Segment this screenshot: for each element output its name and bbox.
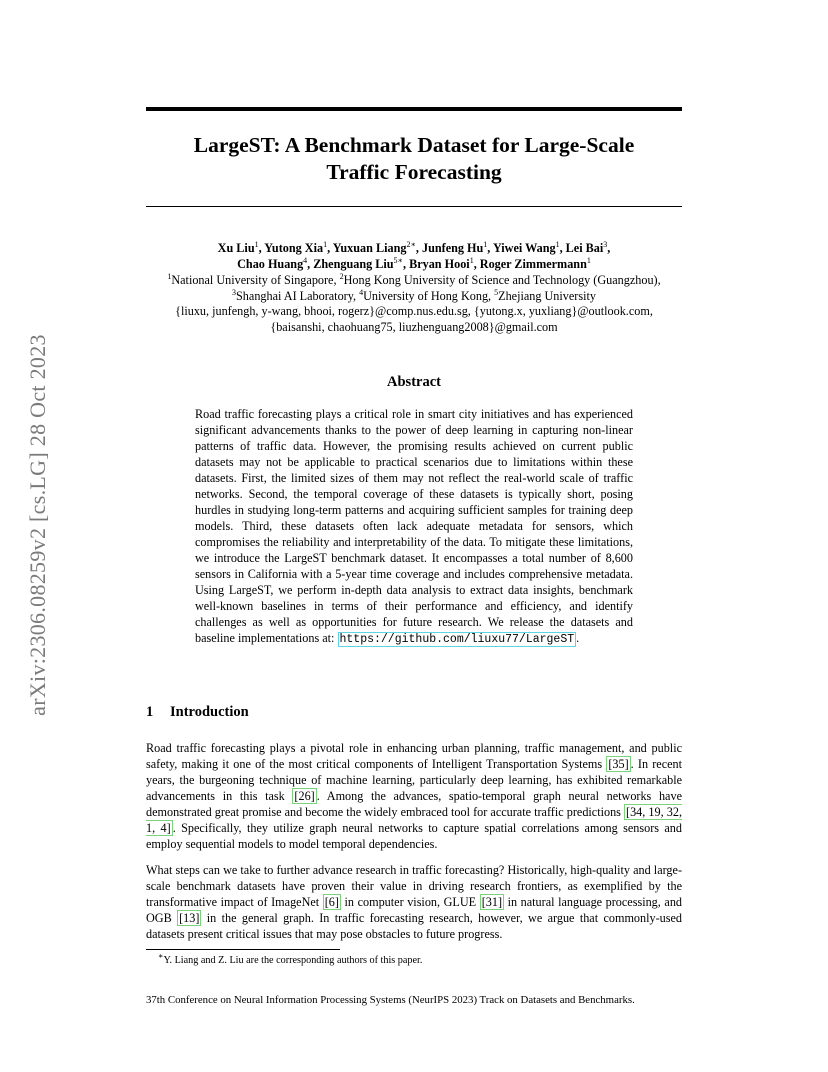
affiliation-hku: University of Hong Kong,: [363, 288, 495, 303]
author-list: [146, 240, 682, 272]
section-title: Introduction: [170, 704, 249, 720]
citation-link[interactable]: [13]: [179, 911, 200, 925]
affiliation-mark: 3: [232, 287, 237, 297]
abstract-body: [195, 406, 633, 648]
title-line-1: LargeST: A Benchmark Dataset for Large-Scale: [193, 133, 635, 157]
title-rule-bottom: [146, 206, 682, 207]
paragraph-text: in the general graph. In traffic forecasting research, however, we argue that commonly-used datasets present critical issues that may pose obstacles to future progress.: [146, 911, 682, 941]
title-line-2: Traffic Forecasting: [326, 160, 502, 184]
affiliations: [120, 273, 708, 335]
email-line-2: {baisanshi, chaohuang75, liuzhenguang2008}@gmail.com: [270, 319, 558, 334]
affiliation-zju: Zhejiang University: [498, 288, 596, 303]
intro-paragraph-2: [146, 862, 682, 942]
citation-link[interactable]: [6]: [324, 895, 339, 909]
affiliation-line-1: [120, 273, 708, 289]
author-name: Bryan Hooi: [409, 257, 470, 271]
author-affiliation-mark: 2∗: [406, 239, 416, 249]
paragraph-text: . In recent years, the burgeoning technique of machine learning, particularly deep learning, has exhibited remarkable advancements in this task: [146, 757, 683, 803]
paragraph-text: . Specifically, they utilize graph neural networks to capture spatial correlations among sensors and employ sequential models to model temporal dependencies.: [146, 821, 682, 851]
section-heading-introduction: [146, 704, 249, 721]
author-line-2: Chao Huang$^4$, Zhenguang Liu$^{5∗}$, Bryan Hooi$^1$, Roger Zimmermann$^1$: [237, 255, 591, 271]
paper-title: [146, 132, 682, 186]
arxiv-identifier: arXiv:2306.08259v2 [cs.LG] 28 Oct 2023: [25, 334, 50, 716]
author-affiliation-mark: 1: [469, 255, 474, 265]
author-name: Yiwei Wang: [492, 241, 556, 255]
github-link[interactable]: https://github.com/liuxu77/LargeST: [339, 633, 575, 646]
arxiv-side-stamp: [18, 290, 58, 760]
author-affiliation-mark: 4: [303, 255, 308, 265]
author-name: Yuxuan Liang: [332, 241, 407, 255]
conference-note: 37th Conference on Neural Information Processing Systems (NeurIPS 2023) Track on Datasets and Benchmarks.: [146, 994, 635, 1006]
author-name: Chao Huang: [237, 257, 304, 271]
affiliation-mark: 4: [359, 287, 364, 297]
author-name: Zhenguang Liu: [313, 257, 394, 271]
email-line-1: {liuxu, junfengh, y-wang, bhooi, rogerz}@comp.nus.edu.sg, {yutong.x, yuxliang}@outlook.com,: [175, 304, 653, 318]
affiliation-mark: 1: [167, 271, 172, 281]
citation-link[interactable]: [34, 19, 32, 1, 4]: [146, 805, 683, 835]
paragraph-text: in natural language processing, and OGB: [146, 895, 683, 925]
intro-paragraph-1: [146, 740, 682, 852]
footnote-text: Y. Liang and Z. Liu are the corresponding authors of this paper.: [163, 955, 423, 966]
section-number: 1: [146, 704, 154, 720]
author-line-1: Xu Liu$^1$, Yutong Xia$^1$, Yuxuan Liang$^{2∗}$, Junfeng Hu$^1$, Yiwei Wang$^1$, Lei Bai$^3$,: [217, 239, 611, 255]
citation-link[interactable]: [31]: [481, 895, 503, 909]
author-affiliation-mark: 1: [254, 239, 259, 249]
author-affiliation-mark: 1: [323, 239, 328, 249]
author-affiliation-mark: 1: [555, 239, 560, 249]
author-name: Xu Liu: [217, 241, 255, 255]
affiliation-nus: National University of Singapore,: [171, 273, 340, 287]
author-affiliation-mark: 1: [586, 255, 591, 265]
author-name: Roger Zimmermann: [479, 257, 587, 271]
title-rule-top: [146, 107, 682, 111]
abstract-text: Road traffic forecasting plays a critical role in smart city initiatives and has experienced significant advancements thanks to the power of deep learning in capturing non-linear patterns of traffic data. However, the promising results achieved on current public datasets may not be applicable to practical scenarios due to limitations within these datasets. First, the limited sizes of them may not reflect the real-world scale of traffic networks. Second, the temporal coverage of these datasets is typically short, posing hurdles in studying long-term patterns and acquiring sufficient samples for training deep models. Third, these datasets often lack adequate metadata for sensors, which compromises the reliability and interpretability of the data. To mitigate these limitations, we introduce the LargeST benchmark dataset. It encompasses a total number of 8,600 sensors in California with a 5-year time coverage and includes comprehensive metadata. Using LargeST, we perform in-depth data analysis to extract data insights, benchmark well-known baselines in terms of their performance and efficiency, and identify challenges as well as opportunities for future research. We release the datasets and baseline implementations at:: [195, 407, 633, 645]
paragraph-text: . Among the advances, spatio-temporal graph neural networks have demonstrated great promise and become the widely embraced tool for accurate traffic predictions: [146, 789, 682, 819]
paragraph-text: Road traffic forecasting plays a pivotal role in enhancing urban planning, traffic management, and public safety, making it one of the most critical components of Intelligent Transportation Systems: [146, 741, 682, 771]
citation-link[interactable]: [26]: [294, 789, 315, 803]
author-affiliation-mark: 1: [483, 239, 488, 249]
footnote-mark: ∗: [158, 951, 164, 961]
author-name: Yutong Xia: [264, 241, 324, 255]
author-name: Lei Bai: [565, 241, 604, 255]
affiliation-mark: 2: [339, 271, 344, 281]
citation-link[interactable]: [35]: [608, 757, 629, 771]
affiliation-line-2: [120, 289, 708, 305]
affiliation-mark: 5: [494, 287, 499, 297]
affiliation-hkust: Hong Kong University of Science and Technology (Guangzhou),: [343, 273, 661, 287]
paragraph-text: What steps can we take to further advance research in traffic forecasting? Historically, high-quality and large-scale benchmark datasets have proven their value in driving research frontiers, as exemplified by the transformative impact of ImageNet: [146, 863, 682, 909]
footnote-rule: [146, 949, 340, 950]
footnote: [158, 951, 423, 967]
author-name: Junfeng Hu: [421, 241, 484, 255]
paragraph-text: in computer vision, GLUE: [340, 895, 480, 909]
author-affiliation-mark: 3: [603, 239, 608, 249]
author-affiliation-mark: 5∗: [393, 255, 403, 265]
abstract-heading: Abstract: [387, 374, 441, 390]
affiliation-shanghai-ai: Shanghai AI Laboratory,: [236, 288, 360, 303]
abstract-end: .: [576, 631, 580, 645]
